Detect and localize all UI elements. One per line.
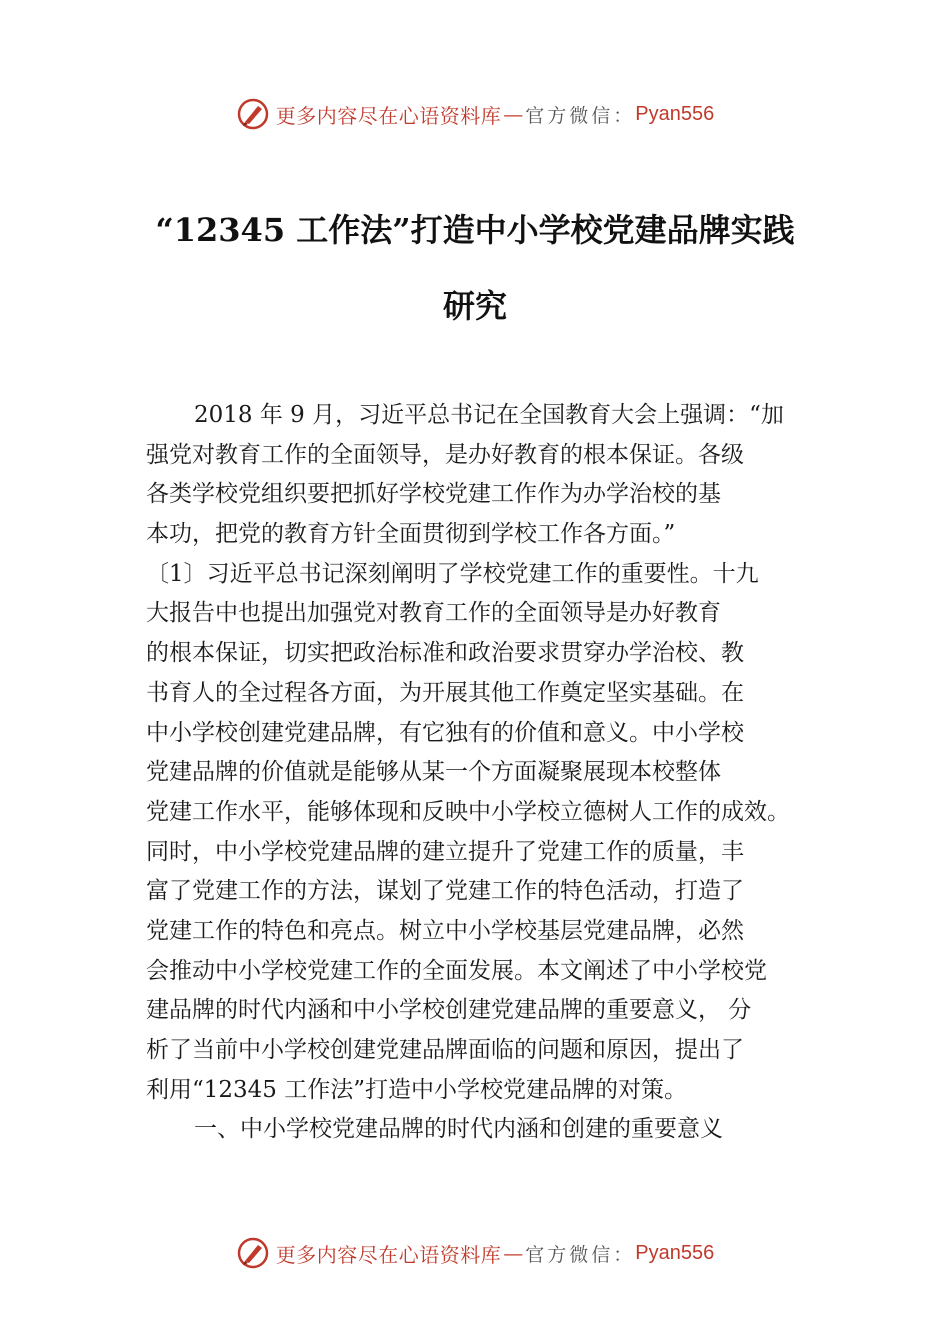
- banner-wechat-id: Pyan556: [635, 102, 715, 125]
- body-line: 会推动中小学校党建工作的全面发展。本文阐述了中小学校党: [146, 957, 767, 984]
- body-line: 党建品牌的价值就是能够从某一个方面凝聚展现本校整体: [146, 759, 721, 786]
- banner-wechat-label: 官方微信：: [525, 104, 636, 127]
- body-line: 党建工作的特色和亮点。树立中小学校基层党建品牌，必然: [146, 917, 744, 944]
- body-line: 富了党建工作的方法，谋划了党建工作的特色活动，打造了: [146, 878, 744, 905]
- banner-text: 更多内容尽在心语资料库: [275, 103, 502, 128]
- body-line: 析了当前中小学校创建党建品牌面临的问题和原因，提出了: [146, 1037, 744, 1063]
- header-banner: [0, 94, 950, 134]
- body-line: 强党对教育工作的全面领导，是办好教育的根本保证。各级: [146, 441, 744, 468]
- banner-wechat-label: 官方微信：: [525, 1243, 636, 1266]
- banner-wechat-id: Pyan556: [635, 1241, 715, 1264]
- document-title-line-2: 研究: [442, 287, 507, 325]
- body-line: 的根本保证，切实把政治标准和政治要求贯穿办学治校、教: [146, 640, 744, 667]
- body-line: 本功，把党的教育方针全面贯彻到学校工作各方面。”: [146, 521, 676, 548]
- body-line: 大报告中也提出加强党对教育工作的全面领导是办好教育: [146, 600, 721, 627]
- body-line: 各类学校党组织要把抓好学校党建工作作为办学治校的基: [146, 481, 721, 508]
- body-line: 〔1〕习近平总书记深刻阐明了学校党建工作的重要性。十九: [146, 560, 759, 587]
- pen-logo-icon: [236, 1236, 270, 1270]
- section-heading: 一、中小学校党建品牌的时代内涵和创建的重要意义: [194, 1116, 723, 1143]
- body-line: 2018 年 9 月，习近平总书记在全国教育大会上强调：“加: [194, 402, 784, 428]
- body-line: 书育人的全过程各方面，为开展其他工作奠定坚实基础。在: [146, 679, 744, 706]
- body-line: 党建工作水平，能够体现和反映中小学校立德树人工作的成效。: [146, 798, 790, 825]
- document-body: [146, 396, 836, 1150]
- banner-separator: —: [503, 1241, 524, 1265]
- document-title-line-1: “12345 工作法”打造中小学校党建品牌实践: [155, 211, 795, 249]
- footer-banner: [0, 1233, 950, 1273]
- pen-logo-icon: [236, 97, 270, 131]
- banner-text: 更多内容尽在心语资料库: [275, 1242, 502, 1267]
- body-line: 中小学校创建党建品牌，有它独有的价值和意义。中小学校: [146, 719, 744, 746]
- banner-separator: —: [503, 102, 524, 126]
- body-line: 建品牌的时代内涵和中小学校创建党建品牌的重要意义， 分: [146, 997, 752, 1024]
- body-line: 同时，中小学校党建品牌的建立提升了党建工作的质量，丰: [146, 838, 744, 865]
- body-line: 利用“12345 工作法”打造中小学校党建品牌的对策。: [146, 1076, 687, 1103]
